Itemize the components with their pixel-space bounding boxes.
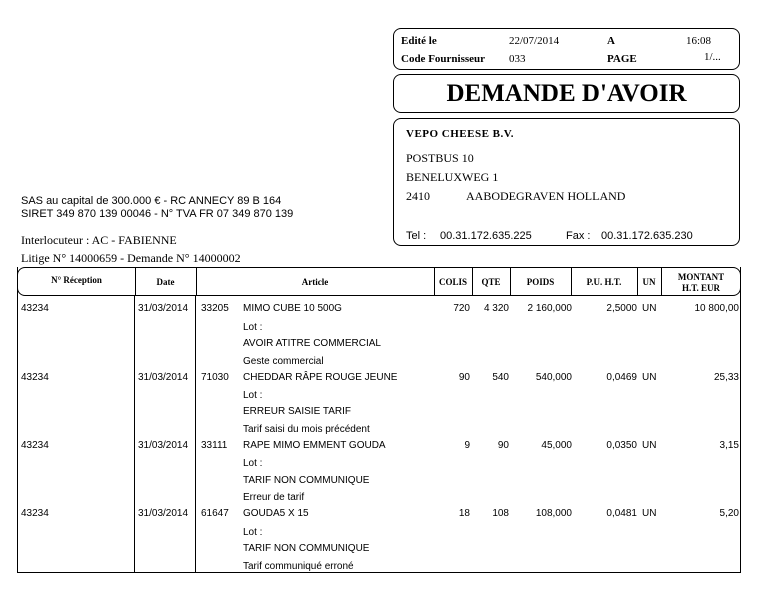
supplier-code: 033 <box>509 53 526 65</box>
row-qte: 90 <box>497 440 509 451</box>
col-article: Article <box>301 277 329 287</box>
table-header <box>17 267 741 296</box>
row-colis: 9 <box>464 440 470 451</box>
page-label: PAGE <box>607 53 637 65</box>
tel-label: Tel : <box>406 230 427 242</box>
row-reason: AVOIR ATITRE COMMERCIAL <box>243 338 381 349</box>
row-comment: Erreur de tarif <box>243 492 305 503</box>
edited-date: 22/07/2014 <box>509 35 560 47</box>
row-reception: 43234 <box>21 440 49 451</box>
row-reason: TARIF NON COMMUNIQUE <box>243 543 370 554</box>
fax-value: 00.31.172.635.230 <box>601 230 693 242</box>
row-code: 61647 <box>201 508 229 519</box>
row-montant: 3,15 <box>719 440 739 451</box>
row-puht: 2,5000 <box>606 303 637 314</box>
row-colis: 90 <box>458 372 470 383</box>
row-article: CHEDDAR RÂPE ROUGE JEUNE <box>243 372 398 383</box>
row-comment: Tarif saisi du mois précédent <box>243 424 370 435</box>
row-reception: 43234 <box>21 303 49 314</box>
row-un: UN <box>642 372 657 383</box>
header-divider <box>571 268 572 296</box>
header-divider <box>434 268 435 296</box>
supplier-postcode: 2410 <box>406 189 430 203</box>
row-colis: 720 <box>453 303 470 314</box>
col-date: Date <box>156 277 175 287</box>
row-montant: 25,33 <box>713 372 739 383</box>
row-comment: Geste commercial <box>243 356 324 367</box>
at-label: A <box>607 35 615 47</box>
row-puht: 0,0350 <box>606 440 637 451</box>
header-divider <box>135 268 136 296</box>
header-divider <box>196 268 197 296</box>
row-un: UN <box>642 440 657 451</box>
row-poids: 45,000 <box>541 440 572 451</box>
row-montant: 5,20 <box>719 508 739 519</box>
items-table <box>17 267 741 573</box>
supplier-address-2: BENELUXWEG 1 <box>406 170 499 184</box>
tel-value: 00.31.172.635.225 <box>440 230 532 242</box>
row-montant: 10 800,00 <box>694 303 739 314</box>
row-poids: 2 160,000 <box>527 303 572 314</box>
document-title: DEMANDE D'AVOIR <box>446 79 687 107</box>
col-reception: N° Réception <box>51 275 102 285</box>
row-puht: 0,0481 <box>606 508 637 519</box>
litige-line: Litige N° 14000659 - Demande N° 14000002 <box>21 251 241 265</box>
supplier-address-1: POSTBUS 10 <box>406 151 474 165</box>
col-puht: P.U. H.T. <box>586 277 622 287</box>
company-legal-2: SIRET 349 870 139 00046 - N° TVA FR 07 349 870 139 <box>21 208 294 220</box>
supplier-box <box>393 118 740 246</box>
row-poids: 108,000 <box>535 508 572 519</box>
row-date: 31/03/2014 <box>138 508 189 519</box>
company-legal-1: SAS au capital de 300.000 € - RC ANNECY 89 B 164 <box>21 195 282 207</box>
edited-label: Edité le <box>401 35 437 47</box>
row-comment: Tarif communiqué erroné <box>243 561 354 572</box>
header-divider <box>510 268 511 296</box>
fax-label: Fax : <box>566 230 591 242</box>
header-divider <box>637 268 638 296</box>
row-article: RAPE MIMO EMMENT GOUDA <box>243 440 386 451</box>
col-poids: POIDS <box>526 277 555 287</box>
supplier-city: AABODEGRAVEN HOLLAND <box>466 189 626 203</box>
col-montant-line2: H.T. EUR <box>681 282 721 293</box>
row-code: 71030 <box>201 372 229 383</box>
row-lot-label: Lot : <box>243 527 263 538</box>
row-colis: 18 <box>458 508 470 519</box>
row-date: 31/03/2014 <box>138 440 189 451</box>
row-qte: 4 320 <box>483 303 509 314</box>
header-divider <box>472 268 473 296</box>
row-puht: 0,0469 <box>606 372 637 383</box>
row-reception: 43234 <box>21 372 49 383</box>
row-un: UN <box>642 508 657 519</box>
row-qte: 108 <box>492 508 509 519</box>
edition-info-box <box>393 28 740 70</box>
row-article: MIMO CUBE 10 500G <box>243 303 342 314</box>
row-code: 33205 <box>201 303 229 314</box>
row-lot-label: Lot : <box>243 390 263 401</box>
col-colis: COLIS <box>438 277 467 287</box>
row-article: GOUDA5 X 15 <box>243 508 309 519</box>
edited-time: 16:08 <box>686 35 712 47</box>
supplier-code-label: Code Fournisseur <box>401 53 486 65</box>
contact-line: Interlocuteur : AC - FABIENNE <box>21 233 177 247</box>
row-poids: 540,000 <box>535 372 572 383</box>
row-date: 31/03/2014 <box>138 372 189 383</box>
row-code: 33111 <box>201 440 228 451</box>
row-un: UN <box>642 303 657 314</box>
row-date: 31/03/2014 <box>138 303 189 314</box>
col-montant-line1: MONTANT <box>677 271 725 282</box>
row-reason: ERREUR SAISIE TARIF <box>243 406 351 417</box>
header-divider <box>661 268 662 296</box>
col-un: UN <box>642 277 656 287</box>
col-montant <box>661 268 741 297</box>
row-reason: TARIF NON COMMUNIQUE <box>243 475 370 486</box>
supplier-name: VEPO CHEESE B.V. <box>406 128 515 140</box>
row-qte: 540 <box>492 372 509 383</box>
page-value: 1/... <box>704 51 721 63</box>
row-reception: 43234 <box>21 508 49 519</box>
row-lot-label: Lot : <box>243 322 263 333</box>
title-box <box>393 74 740 113</box>
col-qte: QTE <box>481 277 501 287</box>
row-lot-label: Lot : <box>243 458 263 469</box>
